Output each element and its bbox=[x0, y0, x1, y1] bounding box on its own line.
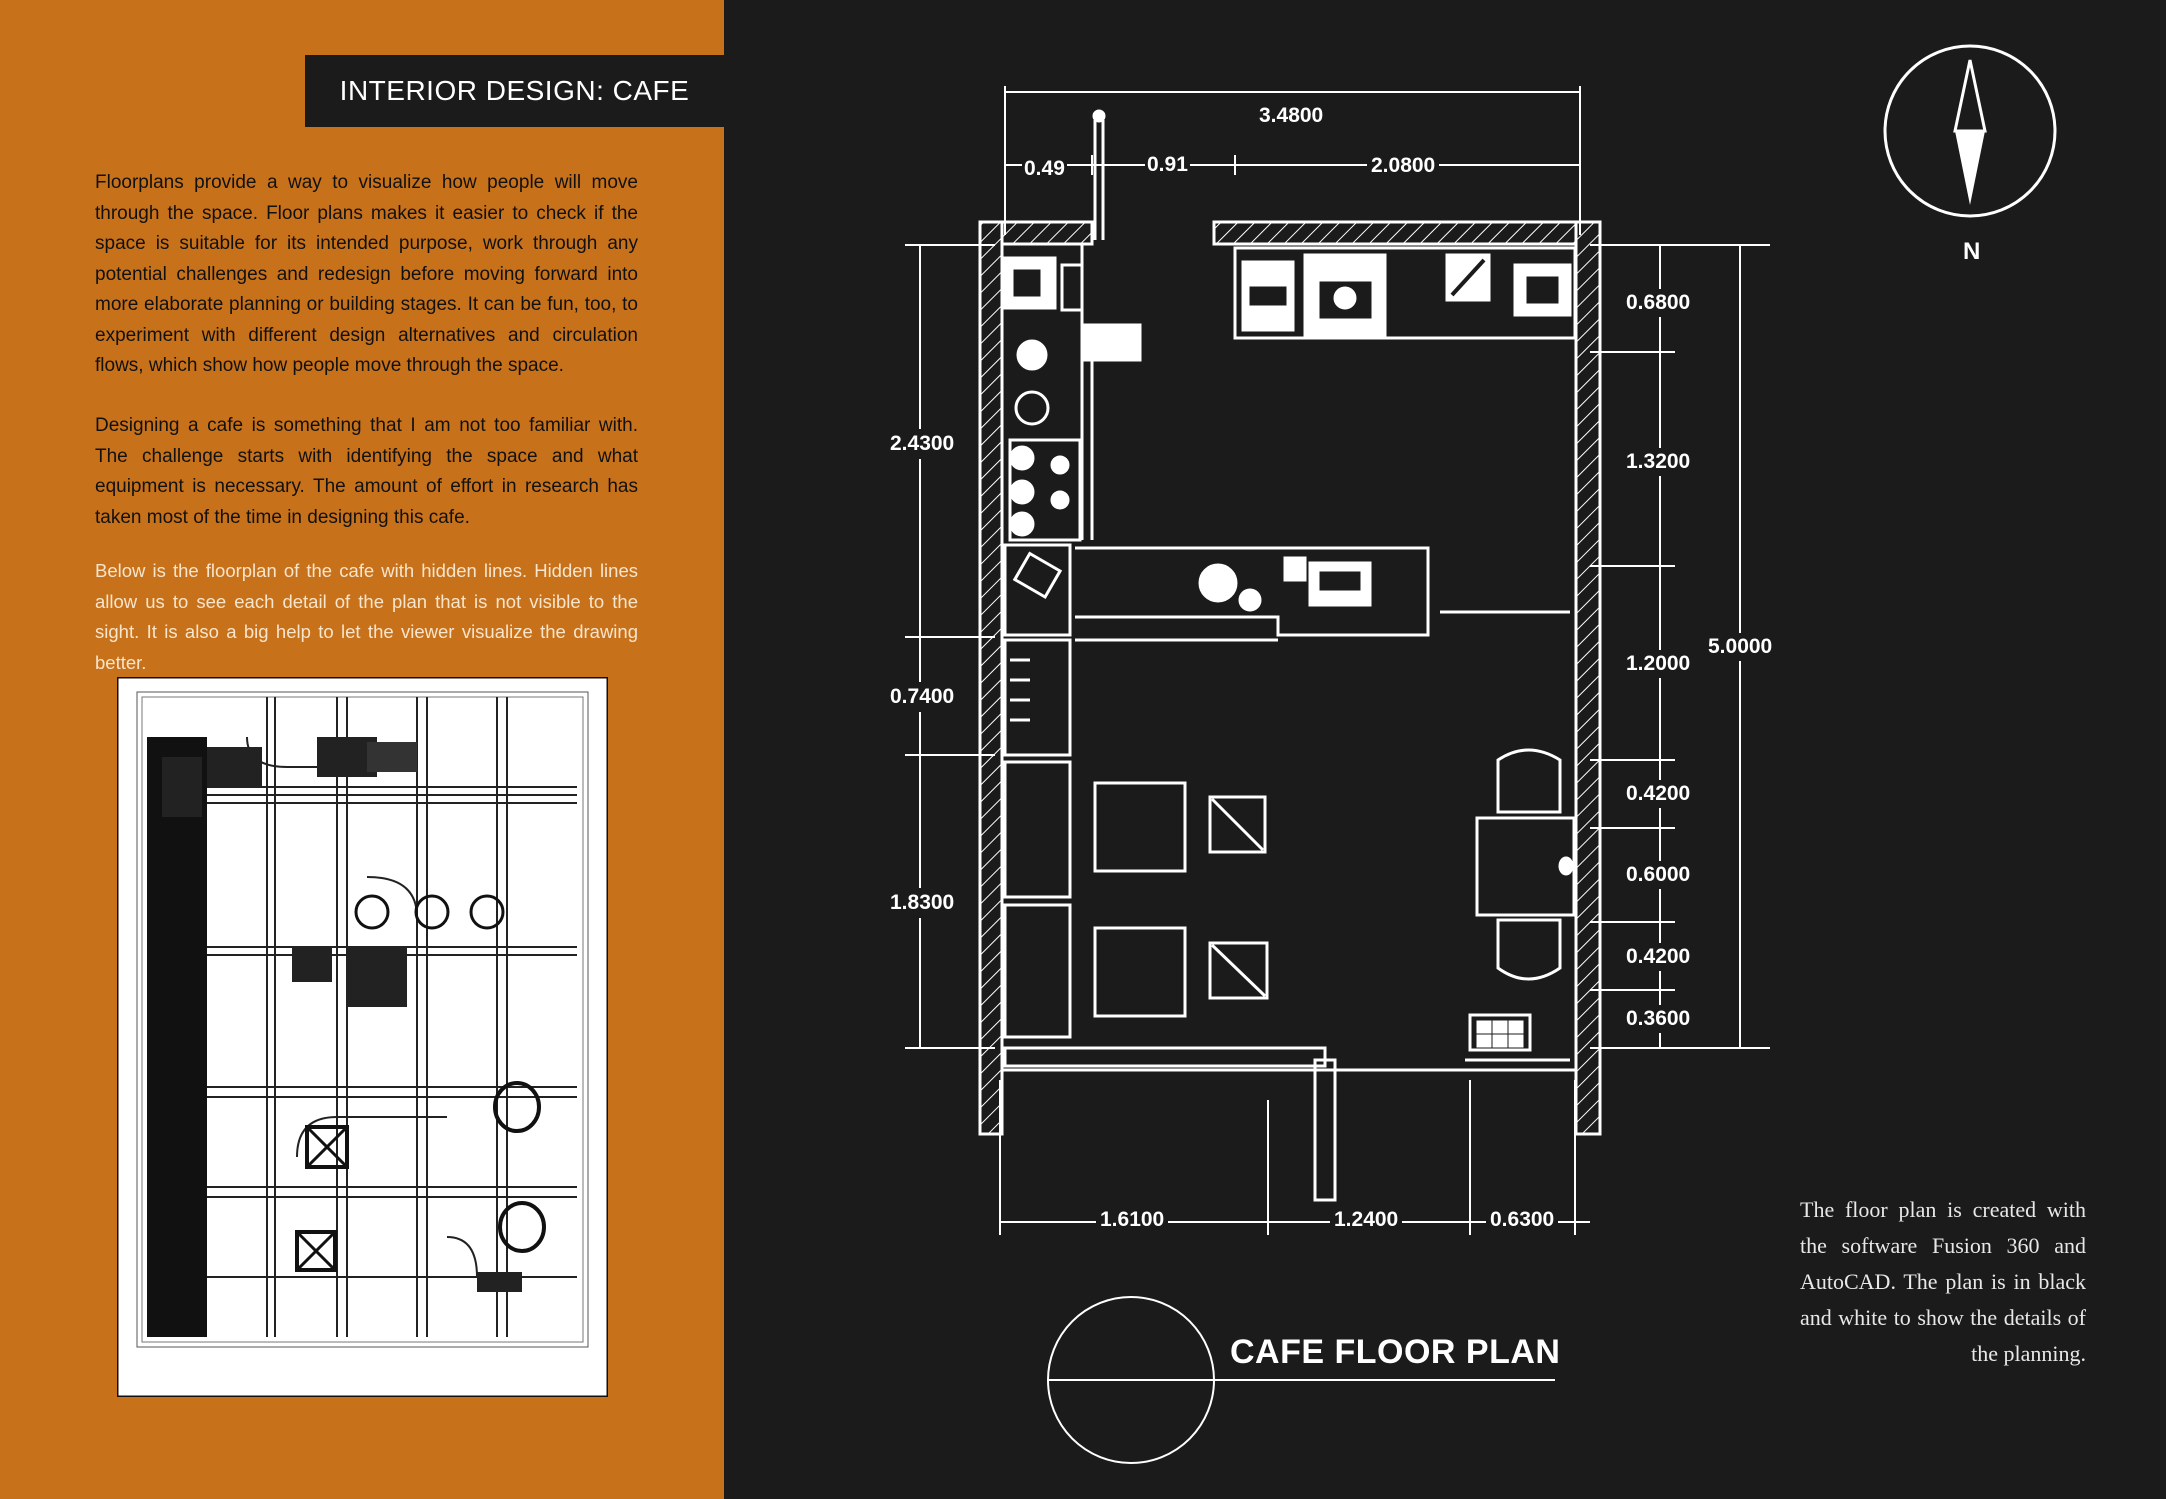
dim-left-c: 1.8300 bbox=[888, 888, 956, 918]
intro-paragraph-3: Below is the floorplan of the cafe with hidden lines. Hidden lines allow us to see each detail of the plan that is not visible to the sight. It is also a big help to let the viewer visualize the drawing better. bbox=[95, 560, 638, 673]
page-title: INTERIOR DESIGN: CAFE bbox=[305, 55, 724, 127]
middle-service-counter bbox=[1075, 548, 1570, 640]
dim-left-a: 2.4300 bbox=[888, 429, 956, 459]
dim-bottom-c: 0.6300 bbox=[1486, 1208, 1558, 1232]
entrance-door bbox=[1094, 111, 1104, 240]
dim-right-b: 1.3200 bbox=[1624, 448, 1692, 476]
kitchen-counter-top bbox=[1235, 248, 1575, 338]
dim-right-g: 0.3600 bbox=[1624, 1005, 1692, 1033]
dining-table-right bbox=[1477, 750, 1574, 979]
dim-top-total: 3.4800 bbox=[1255, 104, 1327, 128]
plan-title-symbol bbox=[1048, 1297, 1555, 1463]
register-stand bbox=[1465, 1015, 1570, 1060]
dim-right-c: 1.2000 bbox=[1624, 650, 1692, 678]
intro-paragraph-2: Designing a cafe is something that I am not too familiar with. The challenge starts with identifying the space and what equipment is necessary. The amount of effort in research has taken most of the time in designing this cafe. bbox=[95, 415, 638, 528]
back-counter bbox=[1005, 245, 1140, 755]
dim-right-a: 0.6800 bbox=[1624, 289, 1692, 317]
dim-left-b: 0.7400 bbox=[888, 682, 956, 712]
dim-bottom-b: 1.2400 bbox=[1330, 1208, 1402, 1232]
intro-paragraph-1: Floorplans provide a way to visualize how people will move through the space. Floor plans makes it easier to check if the space is suitable for its intended purpose, work through any potential challenges and redesign before moving forward into more elaborate planning or building stages. It can be fun, too, to experiment with different design alternatives and circulation flows, which show how people move through the space. bbox=[95, 172, 638, 376]
dim-right-total: 5.0000 bbox=[1706, 633, 1774, 661]
dim-top-a: 0.49 bbox=[1024, 157, 1065, 180]
software-note: The floor plan is created with the software Fusion 360 and AutoCAD. The plan is in black and white to show the details of the planning. bbox=[1800, 1197, 2086, 1366]
dim-right-d: 0.4200 bbox=[1624, 780, 1692, 808]
plan-title: CAFE FLOOR PLAN bbox=[1230, 1333, 1561, 1371]
north-label: N bbox=[1963, 238, 1981, 265]
dim-right-e: 0.6000 bbox=[1624, 861, 1692, 889]
compass-icon bbox=[1885, 46, 2055, 216]
walls bbox=[980, 222, 1600, 1134]
dim-top-b: 0.91 bbox=[1147, 153, 1188, 176]
dim-top-c: 2.0800 bbox=[1367, 154, 1439, 178]
dim-bottom-a: 1.6100 bbox=[1096, 1208, 1168, 1232]
dim-right-f: 0.4200 bbox=[1624, 943, 1692, 971]
booth-seating bbox=[1005, 762, 1267, 1037]
